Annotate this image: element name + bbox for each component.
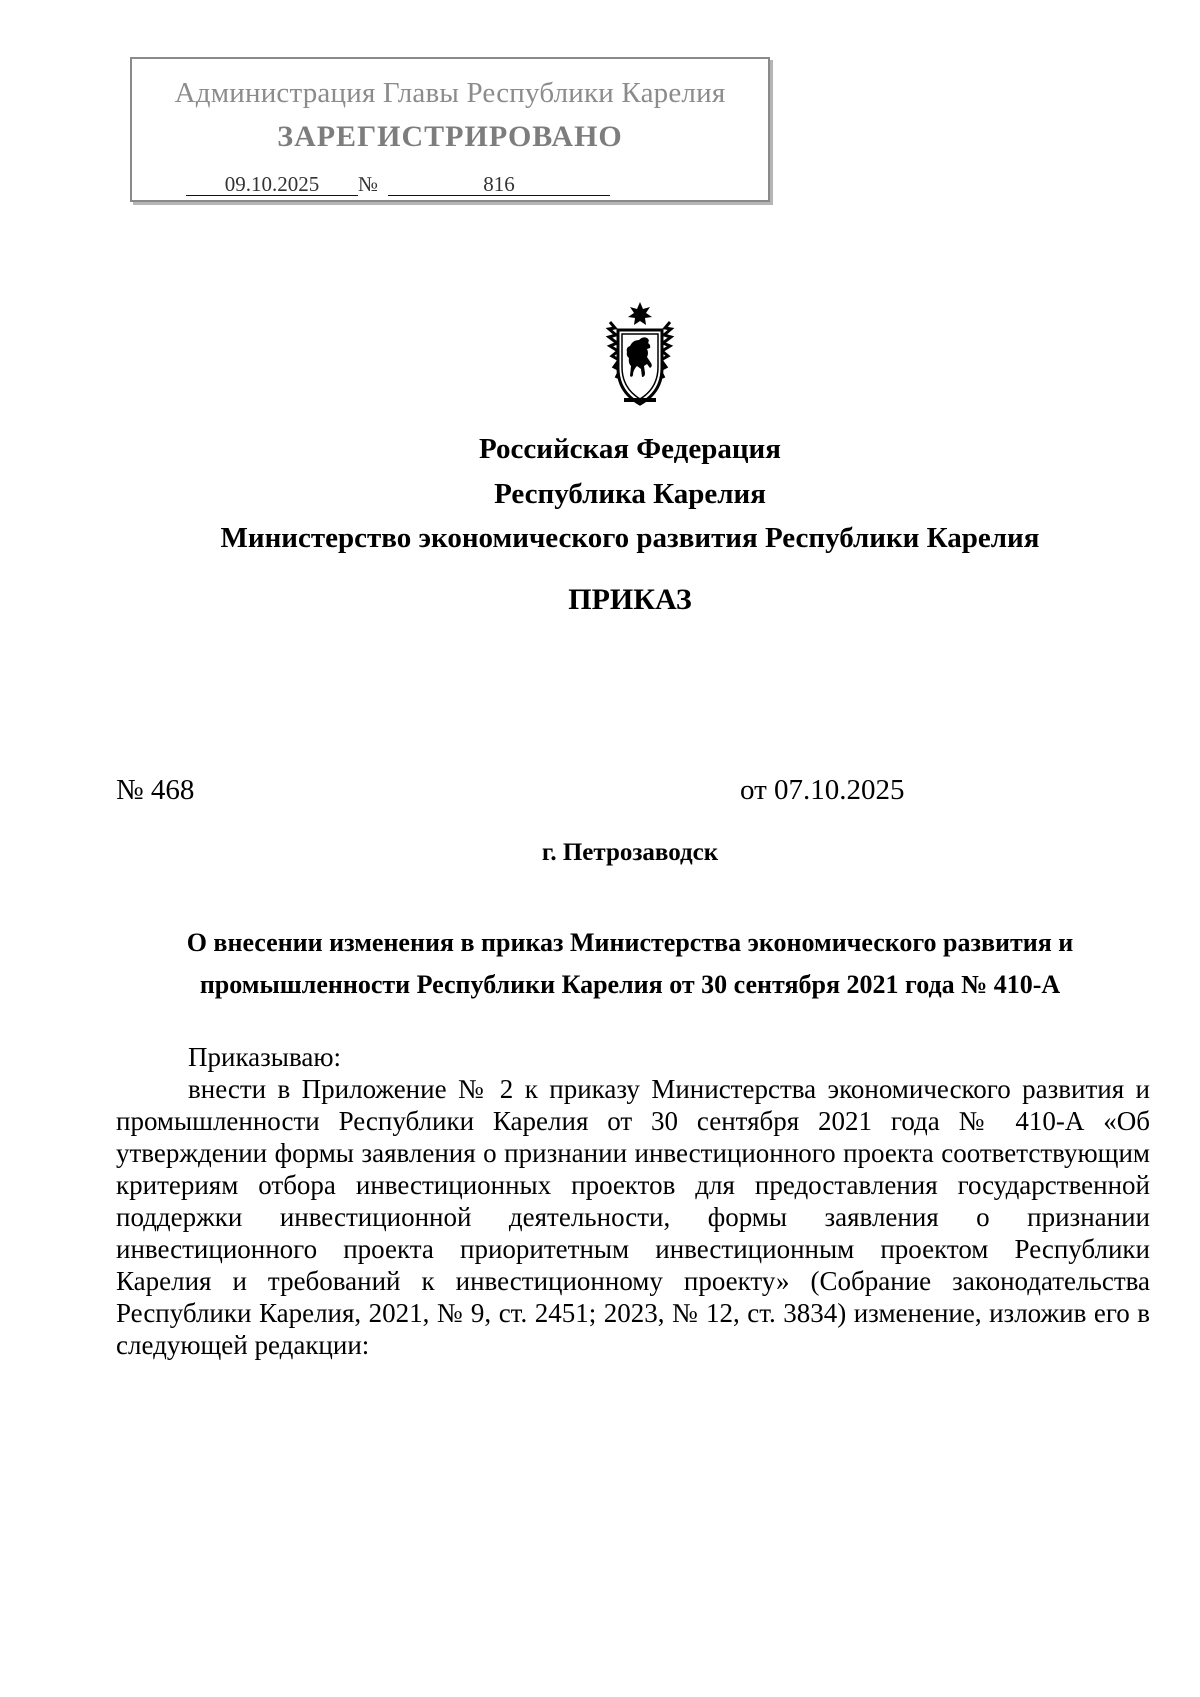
document-title: О внесении изменения в приказ Министерства экономического развития и промышленности Республики Карелия от 30 сентября 2021 года № 410-А xyxy=(186,928,1074,999)
header-republic: Республика Карелия xyxy=(494,478,766,510)
body-paragraph: внести в Приложение № 2 к приказу Министерства экономического развития и промышленности Республики Карелия от 30 сентября 2021 года № 410-А «Об утверждении формы заявления о признании инвестиционного проекта соответствующим критериям отбора инвестиционных проектов для предоставления государственной поддержки инвестиционной деятельности, формы заявления о признании инвестиционного проекта приоритетным инвестиционным проектом Республики Карелия и требований к инвестиционному проекту» (Собрание законодательства Республики Карелия, 2021, № 9, ст. 2451; 2023, № 12, ст. 3834) изменение, изложив его в следующей редакции: xyxy=(116,1074,1150,1360)
karelia-coat-of-arms-icon xyxy=(598,300,682,412)
stamp-status: ЗАРЕГИСТРИРОВАНО xyxy=(277,120,623,153)
order-number: № 468 xyxy=(116,774,195,806)
stamp-organization: Администрация Главы Республики Карелия xyxy=(174,77,726,109)
city: г. Петрозаводск xyxy=(541,839,719,866)
header-ministry: Министерство экономического развития Республики Карелия xyxy=(220,522,1040,554)
document-type: ПРИКАЗ xyxy=(568,583,692,616)
registration-stamp xyxy=(130,57,770,202)
body-lead: Приказываю: xyxy=(188,1042,341,1072)
order-date: от 07.10.2025 xyxy=(740,774,905,806)
stamp-number-sign: № xyxy=(358,172,379,196)
stamp-date: 09.10.2025 xyxy=(186,173,358,196)
header-country: Российская Федерация xyxy=(479,433,781,465)
stamp-number: 816 xyxy=(388,173,610,196)
